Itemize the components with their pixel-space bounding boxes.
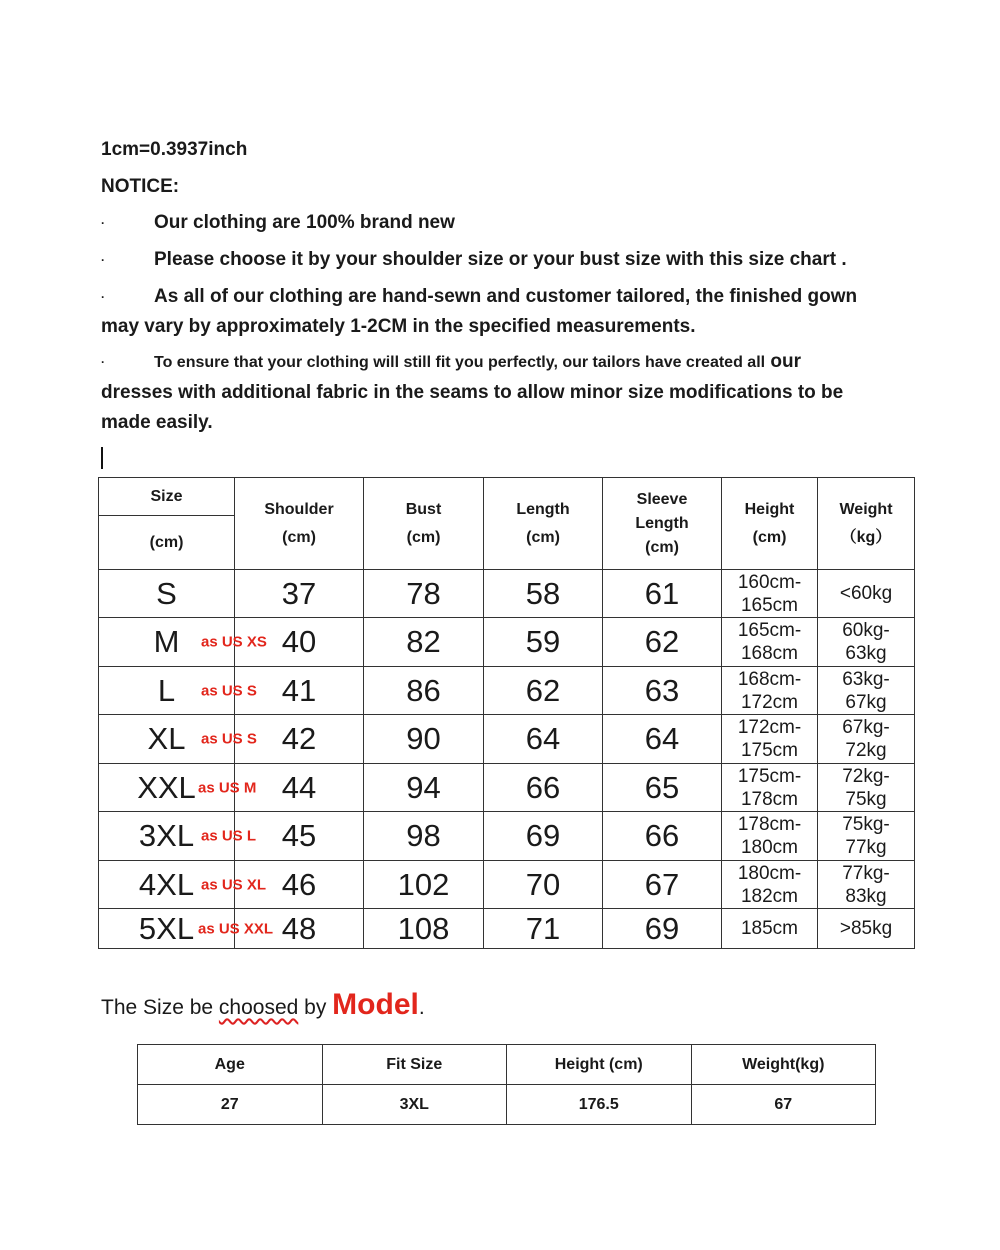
bust-value: 78 — [364, 570, 484, 618]
weight-value — [818, 861, 915, 909]
value-line: 63kg- — [842, 668, 890, 690]
model-height: 176.5 — [507, 1085, 692, 1125]
model-weight: 67 — [691, 1085, 876, 1125]
height-value — [722, 764, 818, 812]
value-line: 178cm — [740, 788, 799, 810]
size-label: 5XL — [138, 910, 195, 946]
length-value: 58 — [484, 570, 603, 618]
bust-value: 86 — [364, 667, 484, 715]
model-table — [137, 1044, 876, 1125]
weight-value — [818, 812, 915, 861]
value-line: 77kg — [845, 837, 887, 858]
bullet-text: Our clothing are 100% brand new — [154, 212, 455, 233]
size-label: XL — [147, 721, 186, 756]
model-header-age: Age — [138, 1045, 323, 1085]
notice-bullet-2 — [101, 245, 901, 275]
notice-heading: NOTICE: — [101, 176, 180, 197]
shoulder-value: 45 — [281, 818, 317, 853]
bust-value: 108 — [364, 909, 484, 949]
shoulder-value: 41 — [281, 672, 317, 708]
length-value: 66 — [484, 764, 603, 812]
shoulder-cell — [201, 715, 364, 764]
bullet-dot: · — [101, 355, 105, 369]
height-value — [722, 909, 818, 949]
sleeve-value: 69 — [603, 909, 722, 949]
value-line: 172cm — [740, 691, 799, 713]
weight-value — [818, 764, 915, 812]
shoulder-cell — [201, 667, 364, 715]
model-header-height: Height (cm) — [507, 1045, 692, 1085]
header-weight: Weight （kg） — [818, 478, 915, 570]
value-line: 180cm- — [737, 862, 802, 884]
shoulder-cell — [235, 570, 364, 618]
value-line: >85kg — [839, 918, 893, 939]
bullet-text-cont: dresses with additional fabric in the seams to allow minor size modifications to be — [101, 382, 844, 403]
header-length: Length (cm) — [484, 478, 603, 570]
value-line: 180cm — [740, 837, 799, 858]
model-header-fit-size: Fit Size — [322, 1045, 507, 1085]
bust-value: 102 — [364, 861, 484, 909]
bullet-text: Please choose it by your shoulder size or your bust size with this size chart . — [154, 249, 847, 270]
us-size-note: as US S — [201, 730, 257, 748]
size-label: 3XL — [138, 818, 195, 853]
value-line: 60kg- — [842, 620, 890, 641]
size-label: M — [153, 624, 180, 659]
model-header-weight: Weight(kg) — [691, 1045, 876, 1085]
value-line: 75kg- — [842, 814, 890, 835]
size-cell — [99, 570, 235, 618]
value-line: 165cm- — [737, 620, 802, 641]
shoulder-value: 44 — [281, 769, 317, 805]
us-size-note: as US XXL — [198, 920, 274, 937]
notice-bullet-3 — [101, 282, 901, 342]
bullet-text: To ensure that your clothing will still fit you perfectly, our tailors have created all — [154, 354, 766, 371]
length-value: 64 — [484, 715, 603, 764]
weight-value — [818, 570, 915, 618]
length-value: 59 — [484, 618, 603, 667]
bullet-text: our — [770, 351, 801, 372]
value-line: 83kg — [845, 885, 887, 907]
text-cursor — [101, 447, 103, 469]
conversion-note: 1cm=0.3937inch — [101, 139, 248, 160]
size-label: L — [157, 672, 176, 708]
bullet-text-cont: made easily. — [101, 412, 213, 433]
sleeve-value: 67 — [603, 861, 722, 909]
shoulder-value: 46 — [281, 866, 317, 902]
value-line: 172cm- — [737, 717, 802, 738]
shoulder-cell — [201, 618, 364, 667]
height-value — [722, 618, 818, 667]
weight-value — [818, 909, 915, 949]
value-line: 175cm — [740, 740, 799, 761]
header-bust: Bust (cm) — [364, 478, 484, 570]
sleeve-value: 61 — [603, 570, 722, 618]
value-line: 160cm- — [737, 571, 802, 593]
notice-bullet-4 — [101, 347, 901, 438]
header-height: Height (cm) — [722, 478, 818, 570]
shoulder-cell — [201, 861, 364, 909]
header-shoulder: Shoulder (cm) — [235, 478, 364, 570]
shoulder-cell — [198, 909, 364, 949]
table-row — [99, 570, 915, 618]
height-value — [722, 861, 818, 909]
sleeve-value: 66 — [603, 812, 722, 861]
us-size-note: as US S — [201, 682, 257, 699]
header-size-unit: (cm) — [99, 516, 235, 570]
value-line: 178cm- — [737, 814, 802, 835]
height-value — [722, 667, 818, 715]
us-size-note: as US XL — [201, 876, 267, 893]
bullet-dot: · — [101, 290, 105, 304]
value-line: 72kg- — [842, 765, 890, 787]
sleeve-value: 64 — [603, 715, 722, 764]
shoulder-cell — [198, 764, 364, 812]
bust-value: 98 — [364, 812, 484, 861]
weight-value — [818, 618, 915, 667]
value-line: 67kg — [845, 691, 887, 713]
table-row — [99, 618, 915, 667]
size-label: 4XL — [138, 866, 195, 902]
table-row — [99, 812, 915, 861]
bullet-dot: · — [101, 216, 105, 230]
table-row — [99, 764, 915, 812]
value-line: 67kg- — [842, 717, 890, 738]
value-line: 63kg — [845, 643, 887, 664]
height-value — [722, 570, 818, 618]
weight-value — [818, 667, 915, 715]
bust-value: 82 — [364, 618, 484, 667]
model-title: The Size be choosed by Model. — [101, 988, 425, 1021]
bust-value: 90 — [364, 715, 484, 764]
shoulder-value: 40 — [281, 624, 317, 659]
shoulder-value: 42 — [281, 721, 317, 756]
table-row — [99, 667, 915, 715]
value-line: 168cm — [740, 643, 799, 664]
length-value: 71 — [484, 909, 603, 949]
us-size-note: as US L — [201, 827, 257, 845]
bullet-dot: · — [101, 253, 105, 267]
length-value: 62 — [484, 667, 603, 715]
shoulder-value: 37 — [281, 575, 317, 611]
value-line: <60kg — [839, 583, 893, 604]
weight-value — [818, 715, 915, 764]
sleeve-value: 62 — [603, 618, 722, 667]
bust-value: 94 — [364, 764, 484, 812]
bullet-text: As all of our clothing are hand-sewn and customer tailored, the finished gown — [154, 286, 858, 307]
value-line: 75kg — [845, 788, 887, 810]
table-row — [99, 861, 915, 909]
value-line: 165cm — [740, 594, 799, 616]
size-label: XXL — [137, 769, 196, 805]
us-size-note: as US XS — [201, 633, 267, 651]
value-line: 175cm- — [737, 765, 802, 787]
sleeve-value: 63 — [603, 667, 722, 715]
us-size-note: as US M — [198, 779, 257, 796]
value-line: 182cm — [740, 885, 799, 907]
value-line: 72kg — [845, 740, 887, 761]
bullet-text-cont: may vary by approximately 1-2CM in the specified measurements. — [101, 316, 696, 337]
length-value: 70 — [484, 861, 603, 909]
size-chart-table — [98, 477, 915, 949]
shoulder-value: 48 — [281, 910, 317, 946]
shoulder-cell — [201, 812, 364, 861]
height-value — [722, 715, 818, 764]
value-line: 77kg- — [842, 862, 890, 884]
header-size: Size — [99, 478, 235, 516]
length-value: 69 — [484, 812, 603, 861]
notice-bullet-1 — [101, 208, 901, 238]
header-sleeve-length: Sleeve Length (cm) — [603, 478, 722, 570]
table-row — [99, 715, 915, 764]
value-line: 168cm- — [737, 668, 802, 690]
model-age: 27 — [138, 1085, 323, 1125]
model-fit-size: 3XL — [322, 1085, 507, 1125]
sleeve-value: 65 — [603, 764, 722, 812]
table-row — [99, 909, 915, 949]
value-line: 185cm — [740, 918, 799, 939]
height-value — [722, 812, 818, 861]
size-label: S — [156, 575, 177, 611]
